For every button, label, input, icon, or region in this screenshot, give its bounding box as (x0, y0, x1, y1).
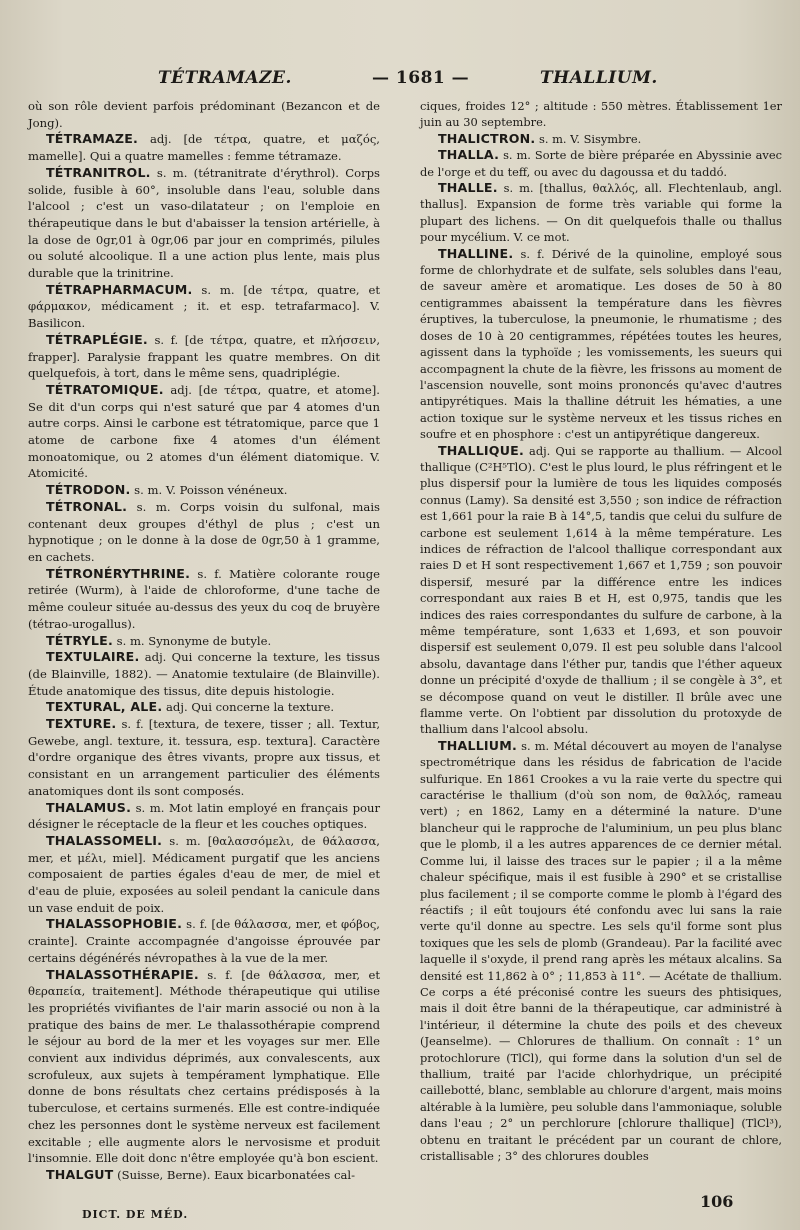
entry-text: s. m. Métal découvert au moyen de l'analyse spectrométrique dans les résidus de fabrication de l'acide sulfurique. En 1861 Crookes a vu la raie verte du spectre qui caractérise le thallium (d'où son nom, de θαλλός, rameau vert) ; en 1862, Lamy en a déterminé la nature. D'une blancheur qui le rapproche de l'aluminium, un peu plus blanc que le plomb, il a les autres apparences de ce dernier métal. Comme lui, il laisse des traces sur le papier ; il a la même chaleur spécifique, mais il est fusible à 290° et se cristallise plus facilement ; il se comporte comme le plomb à l'égard des réactifs ; il eût toujours été confondu avec lui sans la raie verte qu'il donne au spectre. Les sels qu'il forme sont plus toxiques que les sels de plomb (Grandeau). Par la facilité avec laquelle il s'oxyde, il prend rang après les métaux alcalins. Sa densité est 11,862 à 0° ; 11,853 à 11°. — Acétate de thallium. Ce corps a été préconisé contre les sueurs des phtisiques, mais il doit être banni de la thérapeutique, car administré à l'intérieur, il détermine la chute des poils et des cheveux (Jeanselme). — Chlorures de thallium. On connaît : 1° un protochlorure (TlCl), qui forme dans la solution d'un sel de thallium, traité par l'acide chlorhydrique, un précipité caillebotté, blanc, semblable au chlorure d'argent, mais moins altérable à la lumière, peu soluble dans l'ammoniaque, soluble dans l'eau ; 2° un perchlorure [chlorure thallique] (TlCl³), obtenu en traitant le précédent par un courant de chlore, cristallisable ; 3° des chlorures doubles (420, 738, 782, 1163)
entry-text: s. m. [thallus, θαλλός, all. Flechtenlaub, angl. thallus]. Expansion de forme très variable qui forme la plupart des lichens. — On dit quelquefois thalle ou thallus pour mycélium. V. ce mot. (420, 181, 782, 245)
entry-headword: TEXTURAL, ALE. (46, 699, 163, 715)
dictionary-entry (28, 566, 380, 633)
entry-headword: TÉTRAPHARMACUM. (46, 281, 193, 297)
entry-text: s. f. [de θάλασσα, mer, et θεραπεία, traitement]. Méthode thérapeutique qui utilise les propriétés vivifiantes de l'air marin associé ou non à la pratique des bains de mer. Le thalassothérapie comprend le séjour au bord de la mer et les voyages sur mer. Elle convient aux individus déprimés, aux convalescents, aux scrofuleux, aux sujets à tempérament lymphatique. Elle donne de bons résultats chez certains prédisposés à la tuberculose, et certains surmenés. Elle est contre-indiquée chez les personnes dont le système nerveux est facilement excitable ; elle augmente alors le nervosisme et produit l'insomnie. Elle doit donc n'être employée qu'à bon escient. (28, 967, 380, 1166)
entry-headword: THALLE. (438, 180, 498, 196)
dictionary-entry (28, 716, 380, 800)
dictionary-entry (28, 833, 380, 917)
dictionary-entry (420, 131, 782, 147)
entry-text: s. m. Synonyme de butyle. (112, 633, 272, 648)
entry-text: s. f. Matière colorante rouge retirée (Wurm), à l'aide de chloroforme, d'une tache de même couleur située au-dessus des yeux du coq de bruyère (tétrao-urogallus). (28, 566, 380, 631)
running-header (0, 68, 800, 94)
dictionary-entry (28, 967, 380, 1167)
dictionary-entry (420, 147, 782, 180)
entry-text: où son rôle devient parfois prédominant (Bezancon et de Jong). (28, 99, 380, 130)
entry-headword: TÉTRAMAZE. (46, 131, 139, 147)
entry-headword: TÉTRODON. (46, 482, 131, 498)
entry-text: s. f. [textura, de texere, tisser ; all. Textur, Gewebe, angl. texture, it. tessura, esp. textura]. Caractère d'ordre organique des êtres vivants, propre aux tissus, et consistant en un arrangement particulier des éléments anatomiques dont ils sont composés. (28, 717, 380, 798)
dictionary-entry (28, 165, 380, 282)
left-column (28, 98, 380, 1184)
entry-headword: THALASSOTHÉRAPIE. (46, 966, 199, 982)
dictionary-entry (420, 180, 782, 246)
entry-headword: TÉTRAPLÉGIE. (46, 331, 148, 347)
dictionary-entry (28, 131, 380, 164)
entry-text: ciques, froides 12° ; altitude : 550 mètres. Établissement 1er juin au 30 septembre. (420, 99, 782, 130)
entry-headword: THALASSOMELI. (46, 832, 163, 848)
entry-headword: TÉTRONÉRYTHRINE. (46, 565, 191, 581)
entry-text: s. m. Mot latin employé en français pour désigner le réceptacle de la fleur et les couches optiques. (28, 800, 380, 832)
entry-headword: TÉTRANITROL. (46, 164, 151, 180)
entry-headword: TÉTRYLE. (46, 632, 113, 648)
dictionary-entry (28, 98, 380, 131)
entry-headword: THALASSOPHOBIE. (46, 916, 183, 932)
entry-headword: TÉTRATOMIQUE. (46, 381, 164, 397)
dictionary-entry (28, 699, 380, 716)
entry-text: s. m. V. Sisymbre. (535, 131, 642, 146)
header-right-word: THALLIUM. (540, 68, 658, 88)
entry-text: s. f. [de θάλασσα, mer, et φόβος, crainte]. Crainte accompagnée d'angoisse éprouvée par certains dégénérés névropathes à la vue de la mer. (28, 917, 380, 965)
entry-text: s. f. Dérivé de la quinoline, employé sous forme de chlorhydrate et de sulfate, sels solubles dans l'eau, de saveur amère et aromatique. Les doses de 50 à 80 centigrammes abaissent la température dans les fièvres éruptives, la tuberculose, la pneumonie, le rhumatisme ; des doses de 10 à 20 centigrammes, répétées toutes les heures, agissent dans la typhoïde ; les vomissements, les sueurs qui accompagnent la chute de la fièvre, les frissons au moment de l'ascension nouvelle, sont moins prononcés qu'avec d'autres antipyrétiques. Mais la thalline détruit les hématies, a une action toxique sur le système nerveux et les tissus riches en soufre et en phosphore : c'est un antipyrétique dangereux. (420, 246, 782, 442)
entry-text: s. m. [de τέτρα, quatre, et φάρμακον, médicament ; it. et esp. tetrafarmaco]. V. Basilicon. (28, 282, 380, 331)
page-footer (0, 1192, 800, 1226)
entry-headword: TEXTULAIRE. (46, 649, 140, 665)
header-left-word: TÉTRAMAZE. (158, 68, 292, 88)
dictionary-entry (28, 482, 380, 499)
entry-text: adj. [de τέτρα, quatre, et μαζός, mamelle]. Qui a quatre mamelles : femme tétramaze. (28, 132, 380, 164)
dictionary-entry (28, 916, 380, 966)
entry-headword: THALLINE. (438, 245, 514, 261)
entry-text: s. m. [θαλασσόμελι, de θάλασσα, mer, et μέλι, miel]. Médicament purgatif que les anciens composaient de parties égales d'eau de mer, de miel et d'eau de pluie, exposées au soleil pendant la canicule dans un vase enduit de poix. (28, 833, 380, 915)
entry-text: s. f. [de τέτρα, quatre, et πλήσσειν, frapper]. Paralysie frappant les quatre membres. On dit quelquefois, à tort, dans le même sens, quadriplégie. (28, 332, 380, 381)
entry-text: s. m. V. Poisson vénéneux. (130, 483, 288, 498)
footer-signature: DICT. DE MÉD. (82, 1208, 189, 1221)
entry-text: s. m. Sorte de bière préparée en Abyssinie avec de l'orge et du teff, ou avec du dagoussa et du taddó. (420, 148, 782, 179)
sheet-number: 106 (700, 1192, 734, 1211)
entry-text: adj. Qui concerne la texture, les tissus (de Blainville, 1882). — Anatomie textulaire (de Blainville). Étude anatomique des tissus, dite depuis histologie. (28, 650, 380, 698)
dictionary-entry (28, 332, 380, 382)
dictionary-entry (28, 1167, 380, 1184)
entry-text: s. m. (tétranitrate d'érythrol). Corps solide, fusible à 60°, insoluble dans l'eau, soluble dans l'alcool ; c'est un vaso-dilatateur ; on l'emploie en thérapeutique dans le but d'abaisser la tension artérielle, à la dose de 0gr,01 à 0gr,06 par jour en comprimés, pilules ou soluté alcoolique. Il a une action plus lente, mais plus durable que la trinitrine. (28, 165, 380, 281)
dictionary-entry (28, 499, 380, 566)
entry-text: (Suisse, Berne). Eaux bicarbonatées cal- (113, 1168, 356, 1182)
entry-headword: TEXTURE. (46, 716, 117, 732)
dictionary-entry (28, 382, 380, 482)
entry-headword: THALLIQUE. (438, 442, 524, 458)
dictionary-entry (420, 98, 782, 131)
entry-headword: THALAMUS. (46, 799, 132, 815)
entry-headword: TÉTRONAL. (46, 498, 128, 514)
entry-headword: THALGUT (46, 1167, 114, 1182)
dictionary-entry (28, 649, 380, 699)
dictionary-entry (420, 738, 782, 1165)
dictionary-entry (28, 282, 380, 332)
right-column (420, 98, 782, 1164)
entry-headword: THALLA. (438, 147, 500, 163)
dictionary-entry (28, 633, 380, 650)
entry-headword: THALLIUM. (438, 737, 517, 753)
entry-headword: THALICTRON. (438, 130, 536, 146)
entry-text: s. m. Corps voisin du sulfonal, mais contenant deux groupes d'éthyl de plus ; c'est un hypnotique ; on le donne à la dose de 0gr,50 à 1 gramme, en cachets. (28, 499, 380, 564)
entry-text: adj. [de τέτρα, quatre, et atome]. Se dit d'un corps qui n'est saturé que par 4 atomes d'un autre corps. Ainsi le carbone est tétratomique, parce que 1 atome de carbone fixe 4 atomes d'un élément monoatomique, ou 2 atomes d'un élément diatomique. V. Atomicité. (28, 382, 380, 481)
dictionary-entry (420, 443, 782, 738)
entry-text: adj. Qui se rapporte au thallium. — Alcool thallique (C²H⁵TlO). C'est le plus lourd, le plus réfringent et le plus dispersif pour la lumière de tous les liquides composés connus (Lamy). Sa densité est 3,550 ; son indice de réfraction est 1,661 pour la raie B à 14°,5, tandis que celui du sulfure de carbone est seulement 1,614 à la même température. Les indices de réfraction de l'alcool thallique correspondant aux raies D et H sont respectivement 1,667 et 1,759 ; son pouvoir dispersif, mesuré par la différence entre les indices correspondant aux raies B et H, est 0,975, tandis que les indices des raies correspondantes du sulfure de carbone, à la même température, sont 1,633 et 1,693, et son pouvoir dispersif est seulement 0,079. Il est peu soluble dans l'alcool absolu, davantage dans l'éther pur, tandis que l'éther aqueux donne un précipité d'oxyde de thallium ; il se congèle à 3°, et se décompose quand on veut le distiller. Il brûle avec une flamme verte. On l'obtient par dissolution du protoxyde de thallium dans l'alcool absolu. (420, 443, 782, 737)
page-number: — 1681 — (372, 68, 470, 88)
entry-text: adj. Qui concerne la texture. (162, 700, 335, 715)
dictionary-entry (420, 246, 782, 443)
dictionary-entry (28, 800, 380, 833)
